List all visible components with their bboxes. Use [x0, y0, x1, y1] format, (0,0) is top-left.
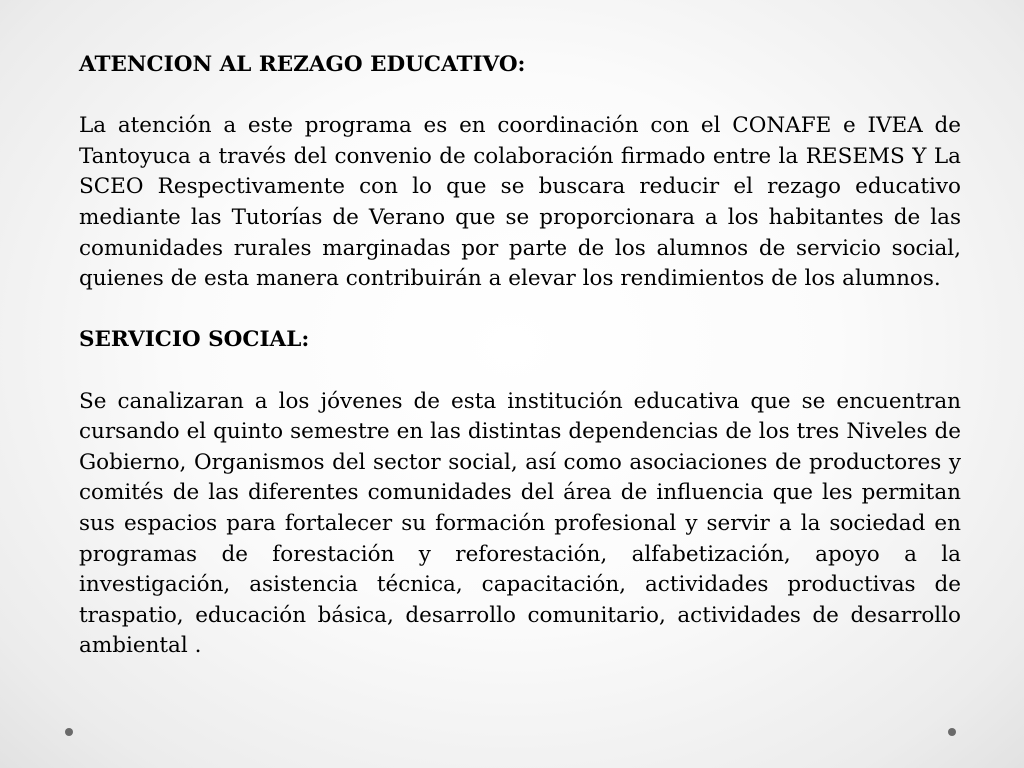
slide-content	[79, 50, 961, 662]
decorative-dot-left	[65, 728, 73, 736]
spacer	[79, 81, 961, 112]
section-body-servicio-social: Se canalizaran a los jóvenes de esta institución educativa que se encuentran cursando el quinto semestre en las distintas dependencias de los tres Niveles de Gobierno, Organismos del sector social, así como asociaciones de productores y comités de las diferentes comunidades del área de influencia que les permitan sus espacios para fortalecer su formación profesional y servir a la sociedad en programas de forestación y reforestación, alfabetización, apoyo a la investigación, asistencia técnica, capacitación, actividades productivas de traspatio, educación básica, desarrollo comunitario, actividades de desarrollo ambiental .	[79, 388, 961, 659]
section-heading-rezago: ATENCION AL REZAGO EDUCATIVO:	[79, 52, 526, 77]
section-heading-servicio-social: SERVICIO SOCIAL:	[79, 327, 310, 353]
spacer	[79, 356, 961, 387]
decorative-dot-right	[948, 728, 956, 736]
spacer	[79, 295, 961, 326]
section-body-rezago: La atención a este programa es en coordinación con el CONAFE e IVEA de Tantoyuca a través del convenio de colaboración firmado entre la RESEMS Y La SCEO Respectivamente con lo que se buscara reducir el rezago educativo mediante las Tutorías de Verano que se proporcionara a los habitantes de las comunidades rurales marginadas por parte de los alumnos de servicio social, quienes de esta manera contribuirán a elevar los rendimientos de los alumnos.	[79, 113, 961, 292]
